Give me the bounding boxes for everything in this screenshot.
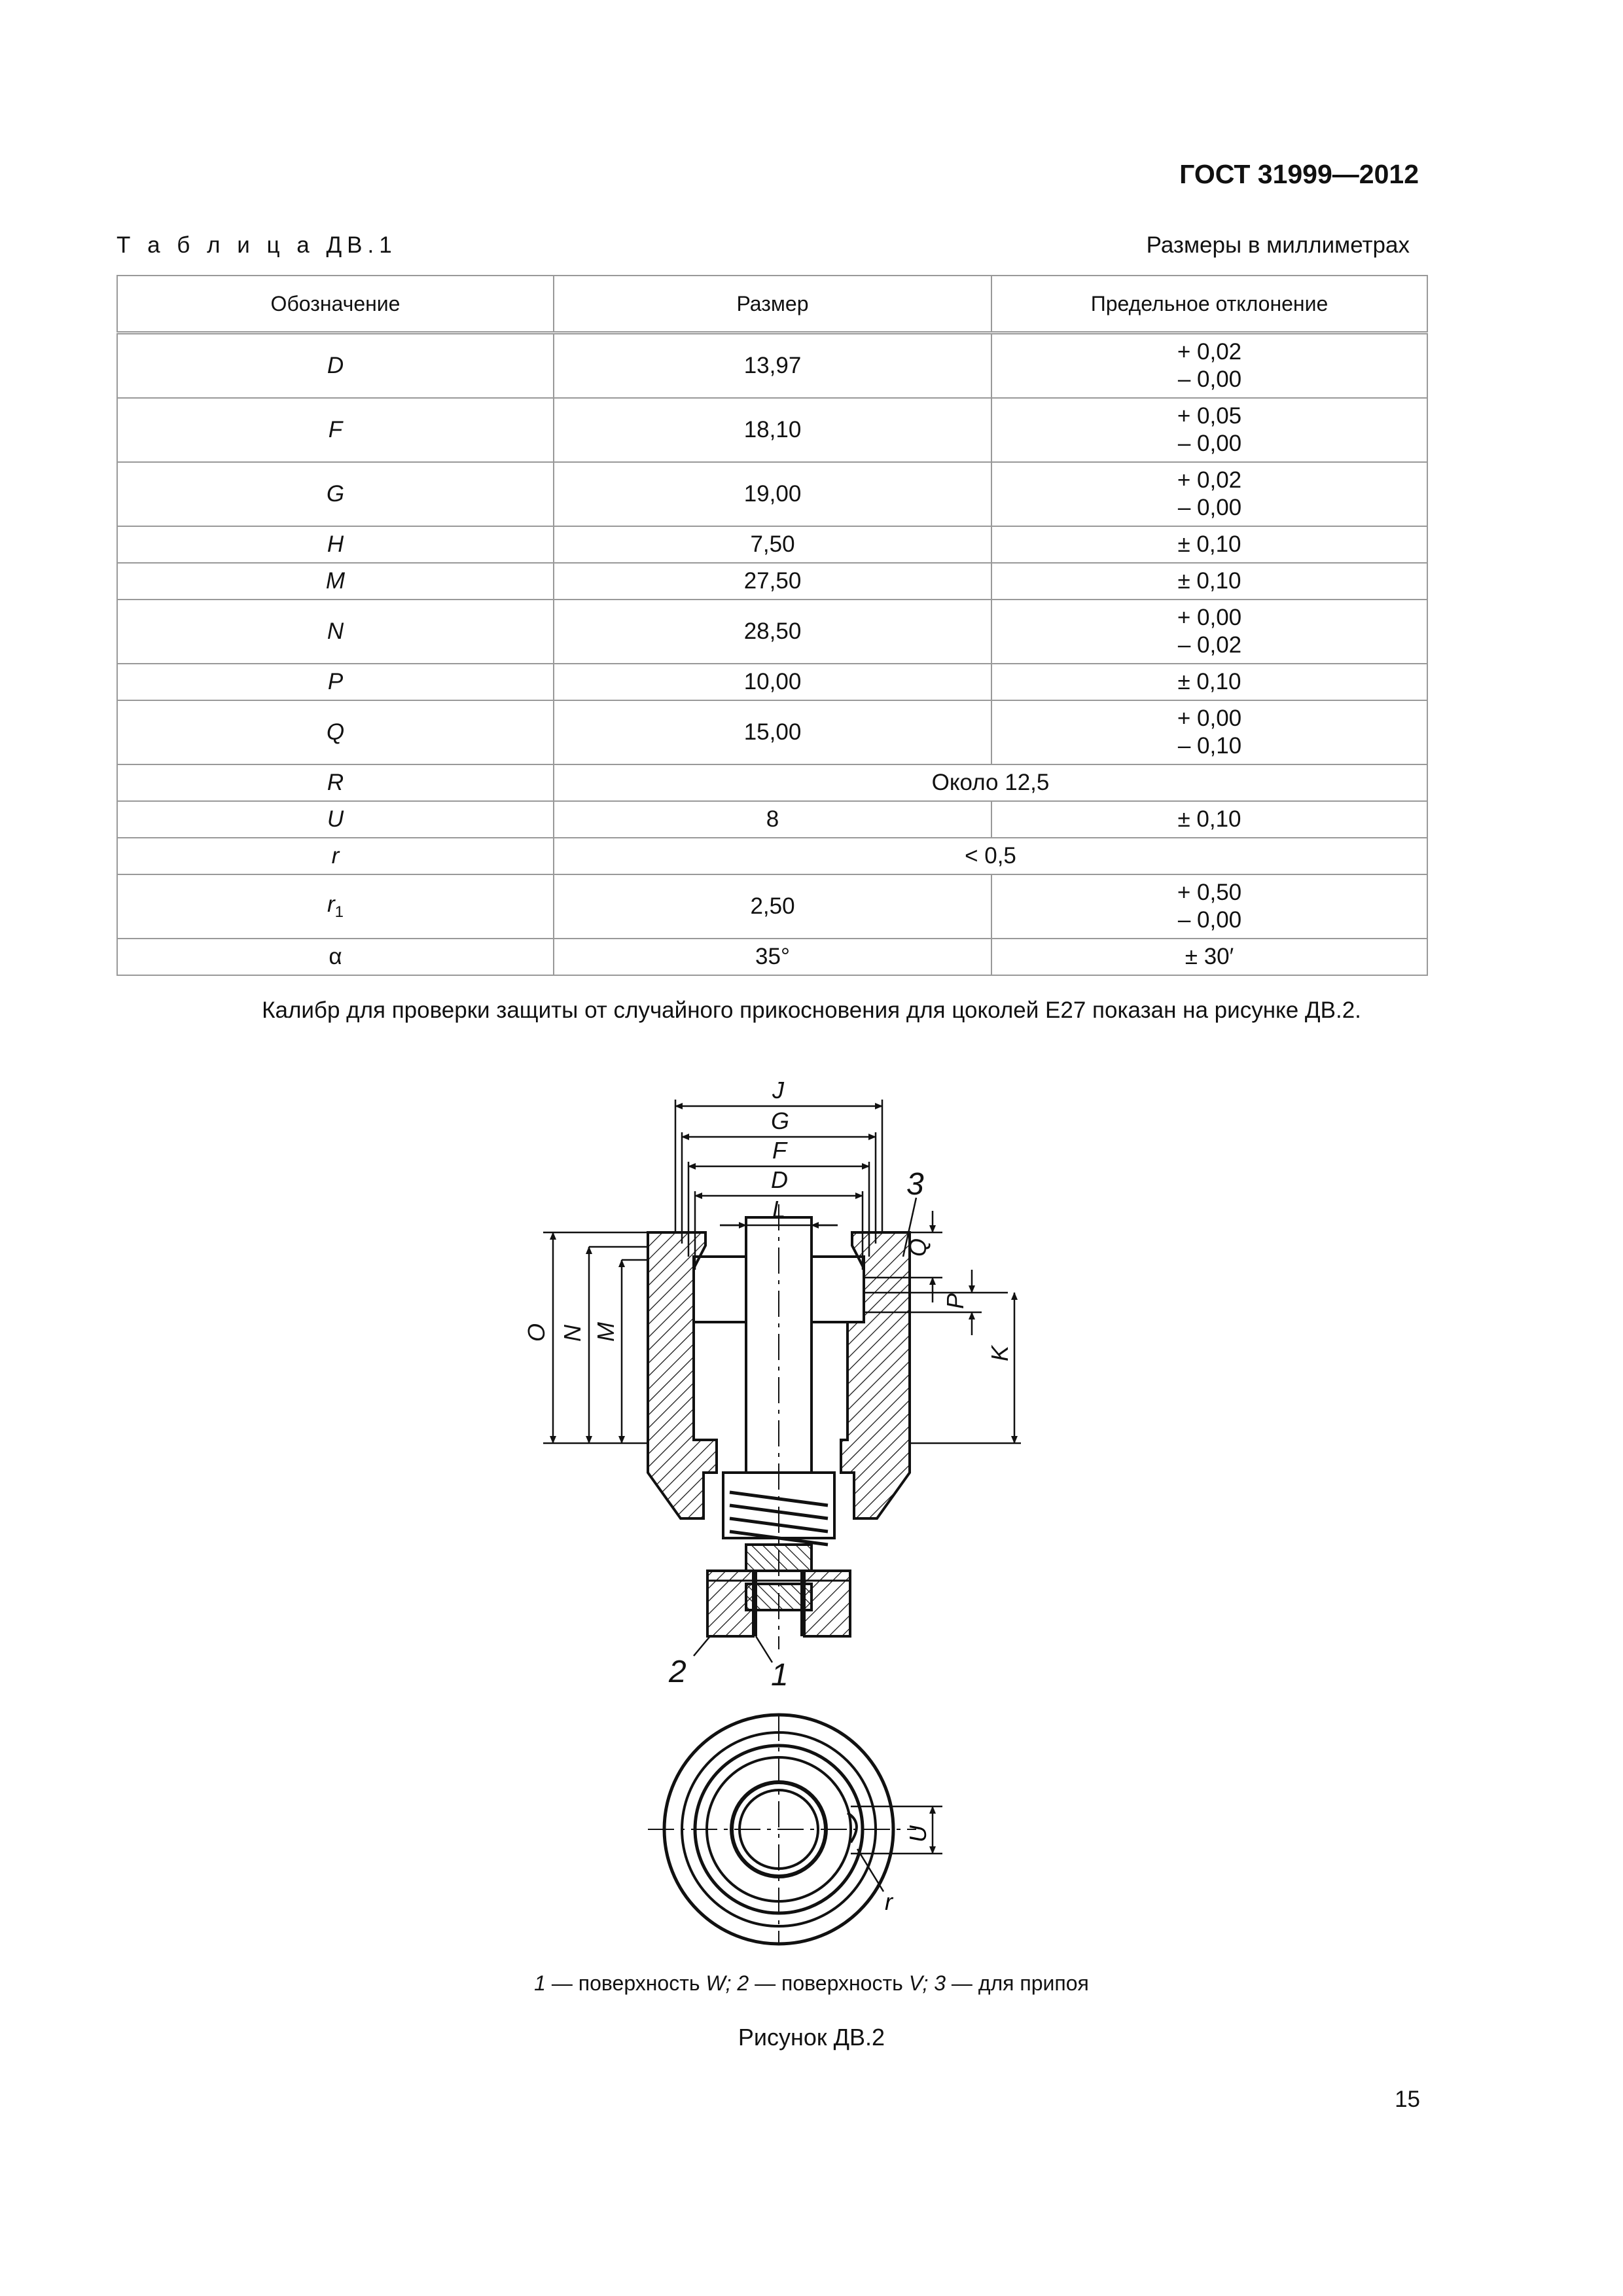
cell-size: 27,50 [554,563,991,600]
dimensions-table [116,275,1428,976]
body-paragraph: Калибр для проверки защиты от случайного прикосновения для цоколей E27 показан на рисунке ДВ.2. [262,997,1361,1023]
table-row [117,526,1427,563]
table-row [117,600,1427,664]
legend-num-3: 3 [934,1971,946,1995]
table-row [117,462,1427,526]
table-row [117,700,1427,764]
cell-size: 13,97 [554,333,991,399]
cell-merged-value: < 0,5 [554,838,1427,874]
dim-label-G: G [771,1107,790,1134]
cell-deviation: ± 0,10 [991,801,1427,838]
dim-label-F: F [772,1137,787,1164]
cell-size: 28,50 [554,600,991,664]
table-row [117,333,1427,399]
callout-1: 1 [771,1658,789,1693]
dim-label-M: M [592,1322,619,1342]
cell-symbol: N [117,600,554,664]
dim-label-r: r [885,1888,893,1915]
figure-legend [0,1971,1623,1996]
table-header-row [117,276,1427,333]
cell-size: 19,00 [554,462,991,526]
tol-upper: + 0,02 [1177,339,1242,365]
table-row [117,398,1427,462]
table-row [117,838,1427,874]
cell-deviation [991,600,1427,664]
cell-deviation [991,398,1427,462]
dim-label-P: P [942,1293,969,1309]
table-row [117,764,1427,801]
standard-number: ГОСТ 31999—2012 [1179,159,1419,189]
legend-surface-V: V; [908,1971,935,1995]
tol-upper: + 0,50 [1177,880,1242,905]
table-caption: Т а б л и ц а ДВ.1 [116,232,397,258]
cell-deviation [991,874,1427,939]
cell-size: 2,50 [554,874,991,939]
symbol-main: r [327,891,335,917]
cell-size: 18,10 [554,398,991,462]
cell-symbol [117,874,554,939]
table-row [117,874,1427,939]
body-left-hatched [648,1232,717,1518]
column-header-designation: Обозначение [117,276,554,333]
tol-lower: – 0,00 [1177,907,1242,933]
cell-deviation [991,333,1427,399]
tol-upper: + 0,05 [1177,403,1242,429]
legend-num-2: 2 [737,1971,749,1995]
cell-deviation [991,462,1427,526]
symbol-subscript: 1 [334,903,344,921]
cell-symbol: M [117,563,554,600]
legend-text-1: — поверхность [545,1971,706,1995]
cell-symbol: F [117,398,554,462]
cell-symbol: r [117,838,554,874]
cell-symbol: D [117,333,554,399]
tol-upper: + 0,00 [1177,706,1242,731]
column-header-deviation: Предельное отклонение [991,276,1427,333]
legend-num-1: 1 [534,1971,546,1995]
cell-size: 7,50 [554,526,991,563]
dim-label-U: U [904,1825,931,1842]
tol-lower: – 0,00 [1177,367,1242,392]
page-number: 15 [1395,2087,1420,2112]
plan-view [648,1715,942,1944]
gauge-drawing [497,1047,1086,1950]
cell-symbol: R [117,764,554,801]
dim-label-L: L [772,1196,786,1223]
legend-text-2: — поверхность [749,1971,909,1995]
dim-label-Q: Q [904,1238,931,1257]
tol-lower: – 0,00 [1177,431,1242,456]
cell-symbol: H [117,526,554,563]
column-header-size: Размер [554,276,991,333]
legend-text-3: — для припоя [946,1971,1089,1995]
legend-surface-W: W; [705,1971,738,1995]
body-right-hatched [841,1232,910,1518]
tol-upper: + 0,00 [1177,605,1242,630]
cell-merged-value: Около 12,5 [554,764,1427,801]
dim-label-J: J [772,1077,784,1103]
tol-lower: – 0,00 [1177,495,1242,520]
cell-symbol: G [117,462,554,526]
table-row [117,939,1427,975]
table-row [117,801,1427,838]
tol-upper: + 0,02 [1177,467,1242,493]
dim-label-D: D [771,1166,788,1193]
cell-size: 8 [554,801,991,838]
cell-deviation: ± 30′ [991,939,1427,975]
cell-symbol: Q [117,700,554,764]
table-row [117,563,1427,600]
cell-deviation [991,700,1427,764]
cell-deviation: ± 0,10 [991,563,1427,600]
figure-caption: Рисунок ДВ.2 [738,2024,885,2051]
cell-size: 15,00 [554,700,991,764]
cell-deviation: ± 0,10 [991,664,1427,700]
table-units-note: Размеры в миллиметрах [1146,232,1410,258]
dim-label-K: K [986,1345,1013,1361]
tol-lower: – 0,10 [1177,733,1242,759]
dim-label-O: O [523,1323,550,1342]
cell-deviation: ± 0,10 [991,526,1427,563]
cell-symbol: α [117,939,554,975]
cell-symbol: U [117,801,554,838]
callout-2: 2 [669,1655,687,1689]
callout-3: 3 [906,1167,924,1202]
dim-label-N: N [559,1325,586,1342]
tol-lower: – 0,02 [1177,632,1242,658]
cell-size: 35° [554,939,991,975]
cell-size: 10,00 [554,664,991,700]
table-row [117,664,1427,700]
cell-symbol: P [117,664,554,700]
section-view [648,1204,910,1649]
